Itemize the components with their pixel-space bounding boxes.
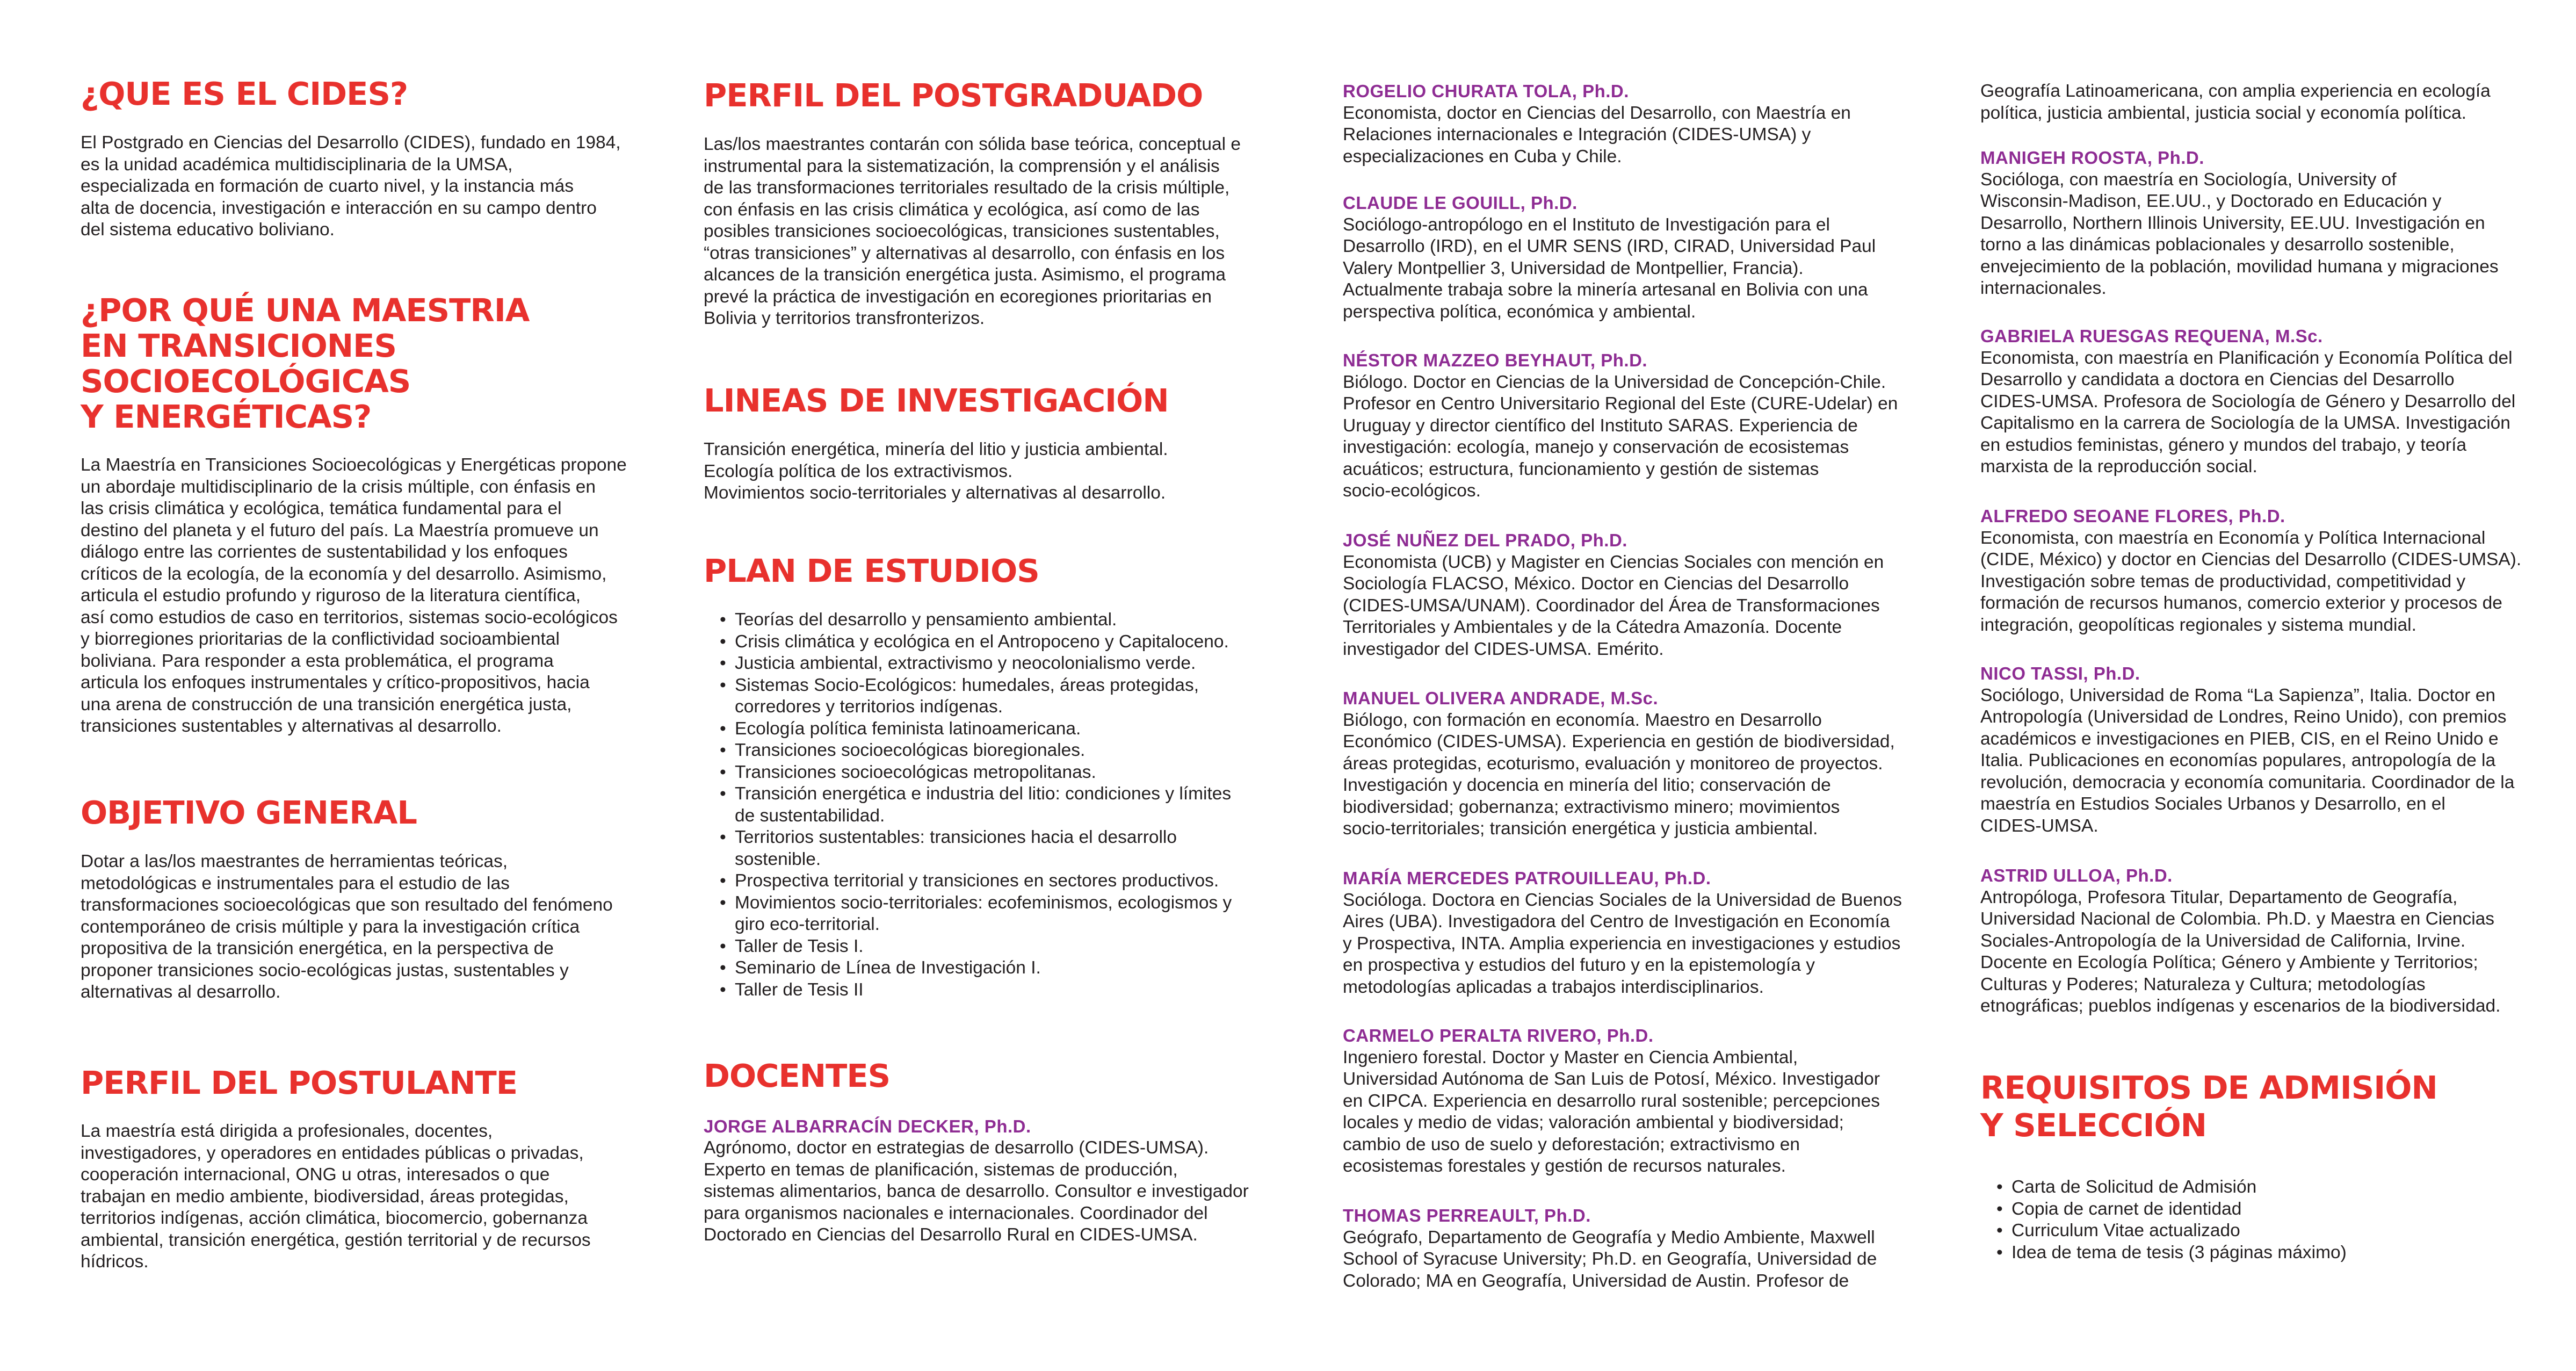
postulante-text: La maestría está dirigida a profesionales, docentes, investigadores, y operadores en entidades públicas o privadas, cooperación internacional, ONG u otras, interesados o que trabajan en medio ambiente, biodiversidad, áreas protegidas, territorios indígenas, acción climática, biocomercio, gobernanza ambiental, transición energética, gestión territorial y de recursos hídricos. <box>81 1121 591 1272</box>
plan-item: • Taller de Tesis I. <box>718 936 1255 958</box>
docente-entry <box>1343 1205 1877 1292</box>
docente-name: GABRIELA RUESGAS REQUENA, M.Sc. <box>1980 326 2323 346</box>
que-es-title: ¿QUE ES EL CIDES? <box>81 75 408 112</box>
docente-name: NÉSTOR MAZZEO BEYHAUT, Ph.D. <box>1343 350 1648 370</box>
plan-item: • Seminario de Línea de Investigación I. <box>718 957 1255 979</box>
plan-title: PLAN DE ESTUDIOS <box>704 552 1039 589</box>
requisito-item: • Idea de tema de tesis (3 páginas máximo) <box>1994 1242 2478 1264</box>
docente-name: JOSÉ NUÑEZ DEL PRADO, Ph.D. <box>1343 530 1627 550</box>
lineas-title: LINEAS DE INVESTIGACIÓN <box>704 382 1169 419</box>
requisitos-title: REQUISITOS DE ADMISIÓN Y SELECCIÓN <box>1980 1069 2437 1144</box>
continuation-text: Geografía Latinoamericana, con amplia experiencia en ecología política, justicia ambiental, justicia social y economía política. <box>1980 81 2491 123</box>
docente-entry <box>1980 147 2499 300</box>
docente-text: Economista, doctor en Ciencias del Desarrollo, con Maestría en Relaciones internacionales e Integración (CIDES-UMSA) y especializaciones en Cuba y Chile. <box>1343 103 1851 167</box>
docente-entry <box>1343 350 1898 502</box>
docente-text: Sociólogo-antropólogo en el Instituto de Investigación para el Desarrollo (IRD), en el UMR SENS (IRD, CIRAD, Universidad Paul Valery Montpellier 3, Universidad de Montpellier, Francia). Actualmente trabaja sobre la minería artesanal en Bolivia con una perspectiva política, económica y ambiental. <box>1343 214 1876 322</box>
plan-item: • Transiciones socioecológicas metropolitanas. <box>718 762 1255 784</box>
docente-name: THOMAS PERREAULT, Ph.D. <box>1343 1206 1591 1225</box>
docente-entry <box>1343 1025 1880 1178</box>
docente-entry <box>1343 192 1876 323</box>
docente-text: Economista (UCB) y Magister en Ciencias Sociales con mención en Sociología FLACSO, México. Doctor en Ciencias del Desarrollo (CIDES-UMSA/UNAM). Coordinador del Área de Transformaciones Territoriales y Ambientales y de la Cátedra Amazonía. Docente investigador del CIDES-UMSA. Emérito. <box>1343 552 1884 659</box>
docente-entry <box>1343 530 1884 660</box>
plan-item: • Transición energética e industria del litio: condiciones y límites de sustentabilidad. <box>718 783 1255 827</box>
docente-entry <box>1980 663 2514 837</box>
por-que-text: La Maestría en Transiciones Socioecológicas y Energéticas propone un abordaje multidisciplinario de la crisis múltiple, con énfasis en las crisis climática y ecológica, temática fundamental para el destino del planeta y el futuro del país. La Maestría promueve un diálogo entre las corrientes de sustentabilidad y los enfoques críticos de la ecología, de la economía y del desarrollo. Asimismo, articula el estudio profundo y riguroso de la literatura científica, así como estudios de caso en territorios, sistemas socio-ecológicos y biorregiones prioritarias de la conflictividad socioambiental boliviana. Para responder a esta problemática, el programa articula los enfoques instrumentales y crítico-propositivos, hacia una arena de construcción de una transición energética justa, transiciones sustentables y alternativas al desarrollo. <box>81 455 627 736</box>
plan-item: • Transiciones socioecológicas bioregionales. <box>718 740 1255 762</box>
postulante-title: PERFIL DEL POSTULANTE <box>81 1064 518 1101</box>
docente-text: Geógrafo, Departamento de Geografía y Medio Ambiente, Maxwell School of Syracuse University; Ph.D. en Geografía, Universidad de Colorado; MA en Geografía, Universidad de Austin. Profesor de <box>1343 1227 1877 1291</box>
plan-item: • Teorías del desarrollo y pensamiento ambiental. <box>718 609 1255 631</box>
objetivo-title: OBJETIVO GENERAL <box>81 794 417 831</box>
docente-text: Antropóloga, Profesora Titular, Departamento de Geografía, Universidad Nacional de Colombia. Ph.D. y Maestra en Ciencias Sociales-Antropología de la Universidad de California, Irvine. Docente en Ecología Política; Género y Ambiente y Territorios; Culturas y Poderes; Naturaleza y Cultura; metodologías etnográficas; pueblos indígenas y escenarios de la biodiversidad. <box>1980 887 2501 1016</box>
requisito-item: • Carta de Solicitud de Admisión <box>1994 1177 2478 1199</box>
docente-text: Economista, con maestría en Planificación y Economía Política del Desarrollo y candidata a doctora en Ciencias del Desarrollo CIDES-UMSA. Profesora de Sociología de Género y Desarrollo del Capitalismo en la carrera de Sociología de la UMSA. Investigación en estudios feministas, género y mundos del trabajo, y teoría marxista de la reproducción social. <box>1980 348 2516 477</box>
docente-text: Biólogo, con formación en economía. Maestro en Desarrollo Económico (CIDES-UMSA). Experiencia en gestión de biodiversidad, áreas protegidas, ecoturismo, evaluación y monitoreo de proyectos. Investigación y docencia en minería del litio; conservación de biodiversidad; gobernanza; extractivismo minero; movimientos socio-territoriales; transición energética y justicia ambiental. <box>1343 710 1895 839</box>
docente-entry <box>1343 81 1851 168</box>
requisitos-list <box>1994 1177 2478 1264</box>
docente-name: ROGELIO CHURATA TOLA, Ph.D. <box>1343 81 1629 101</box>
docente-entry <box>1980 865 2500 1018</box>
docente-text: Ingeniero forestal. Doctor y Master en Ciencia Ambiental, Universidad Autónoma de San Luis de Potosí, México. Investigador en CIPCA. Experiencia en desarrollo rural sostenible; percepciones locales y medio de vidas; valoración ambiental y biodiversidad; cambio de uso de suelo y deforestación; extractivismo en ecosistemas forestales y gestión de recursos naturales. <box>1343 1047 1880 1176</box>
postgraduado-text: Las/los maestrantes contarán con sólida base teórica, conceptual e instrumental para la sistematización, la comprensión y el análisis de las transformaciones territoriales resultado de la crisis múltiple, con énfasis en las crisis climática y ecológica, así como de las posibles transiciones socioecológicas, transiciones sustentables, “otras transiciones” y alternativas al desarrollo, con énfasis en los alcances de la transición energética justa. Asimismo, el programa prevé la práctica de investigación en ecoregiones prioritarias en Bolivia y territorios transfronterizos. <box>704 134 1241 328</box>
docente-text: Biólogo. Doctor en Ciencias de la Universidad de Concepción-Chile. Profesor en Centro Universitario Regional del Este (CURE-Udelar) en Uruguay y director científico del Instituto SARAS. Experiencia de investigación: ecología, manejo y conservación de ecosistemas acuáticos; estructura, funcionamiento y gestión de sistemas socio-ecológicos. <box>1343 372 1898 501</box>
docente-text: Socióloga. Doctora en Ciencias Sociales de la Universidad de Buenos Aires (UBA). Investigadora del Centro de Investigación en Economía y Prospectiva, INTA. Amplia experiencia en investigaciones y estudios en prospectiva y estudios del futuro y en la epistemología y metodologías aplicadas a trabajos interdisciplinarios. <box>1343 890 1902 997</box>
docente-text: Socióloga, con maestría en Sociología, University of Wisconsin-Madison, EE.UU., y Doctorado en Educación y Desarrollo, Northern Illinois University, EE.UU. Investigación en torno a las dinámicas poblacionales y desarrollo sostenible, envejecimiento de la población, movilidad humana y migraciones internacionales. <box>1980 169 2499 298</box>
plan-item: • Sistemas Socio-Ecológicos: humedales, áreas protegidas, corredores y territorios indígenas. <box>718 675 1255 718</box>
lineas-text: Transición energética, minería del litio y justicia ambiental. Ecología política de los extractivismos. Movimientos socio-territoriales y alternativas al desarrollo. <box>704 439 1168 503</box>
objetivo-text: Dotar a las/los maestrantes de herramientas teóricas, metodológicas e instrumentales para el estudio de las transformaciones socioecológicas que son resultado del fenómeno contemporáneo de crisis múltiple y para la investigación crítica propositiva de la transición energética, en la perspectiva de proponer transiciones socio-ecológicas justas, sustentables y alternativas al desarrollo. <box>81 852 613 1002</box>
plan-item: • Ecología política feminista latinoamericana. <box>718 718 1255 740</box>
docente-entry <box>1980 326 2515 478</box>
docente-name: ALFREDO SEOANE FLORES, Ph.D. <box>1980 506 2285 526</box>
plan-item: • Taller de Tesis II <box>718 979 1255 1001</box>
postgraduado-title: PERFIL DEL POSTGRADUADO <box>704 77 1203 114</box>
docente-name: MANUEL OLIVERA ANDRADE, M.Sc. <box>1343 688 1659 708</box>
docente-name: CLAUDE LE GOUILL, Ph.D. <box>1343 193 1578 213</box>
plan-list <box>718 609 1255 1001</box>
requisito-item: • Curriculum Vitae actualizado <box>1994 1220 2478 1242</box>
plan-item: • Justicia ambiental, extractivismo y neocolonialismo verde. <box>718 653 1255 675</box>
plan-item: • Crisis climática y ecológica en el Antropoceno y Capitaloceno. <box>718 631 1255 653</box>
docente-entry <box>1343 688 1895 840</box>
docente-name: ASTRID ULLOA, Ph.D. <box>1980 865 2173 885</box>
docente-entry <box>1980 506 2521 636</box>
plan-item: • Prospectiva territorial y transiciones en sectores productivos. <box>718 870 1255 892</box>
plan-item: • Territorios sustentables: transiciones hacia el desarrollo sostenible. <box>718 827 1255 870</box>
que-es-text: El Postgrado en Ciencias del Desarrollo (CIDES), fundado en 1984, es la unidad académica multidisciplinaria de la UMSA, especializada en formación de cuarto nivel, y la instancia más alta de docencia, investigación e interacción en su campo dentro del sistema educativo boliviano. <box>81 133 621 240</box>
docente-text: Sociólogo, Universidad de Roma “La Sapienza”, Italia. Doctor en Antropología (Universidad de Londres, Reino Unido), con premios académicos e investigaciones en PIEB, CIS, en el Reino Unido e Italia. Publicaciones en economías populares, antropología de la revolución, democracia y economía comunitaria. Coordinador de la maestría en Estudios Sociales Urbanos y Desarrollo, en el CIDES-UMSA. <box>1980 685 2515 836</box>
docente-name: JORGE ALBARRACÍN DECKER, Ph.D. <box>704 1116 1031 1136</box>
plan-item: • Movimientos socio-territoriales: ecofeminismos, ecologismos y giro eco-territorial. <box>718 892 1255 936</box>
docente-name: MARÍA MERCEDES PATROUILLEAU, Ph.D. <box>1343 868 1711 888</box>
docente-name: CARMELO PERALTA RIVERO, Ph.D. <box>1343 1026 1654 1045</box>
docente-name: NICO TASSI, Ph.D. <box>1980 663 2140 683</box>
por-que-title: ¿POR QUÉ UNA MAESTRIA EN TRANSICIONES SOCIOECOLÓGICAS Y ENERGÉTICAS? <box>81 292 530 435</box>
docente-name: MANIGEH ROOSTA, Ph.D. <box>1980 148 2204 168</box>
requisito-item: • Copia de carnet de identidad <box>1994 1199 2478 1221</box>
docente-text: Agrónomo, doctor en estrategias de desarrollo (CIDES-UMSA). Experto en temas de planificación, sistemas de producción, sistemas alimentarios, banca de desarrollo. Consultor e investigador para organismos nacionales e internacionales. Coordinador del Doctorado en Ciencias del Desarrollo Rural en CIDES-UMSA. <box>704 1138 1249 1245</box>
docente-entry <box>1343 868 1902 998</box>
docente-text: Economista, con maestría en Economía y Política Internacional (CIDE, México) y doctor en Ciencias del Desarrollo (CIDES-UMSA). Investigación sobre temas de productividad, competitividad y formación de recursos humanos, comercio exterior y procesos de integración, geopolíticas regionales y sistema mundial. <box>1980 528 2522 635</box>
docentes-title: DOCENTES <box>704 1057 891 1094</box>
